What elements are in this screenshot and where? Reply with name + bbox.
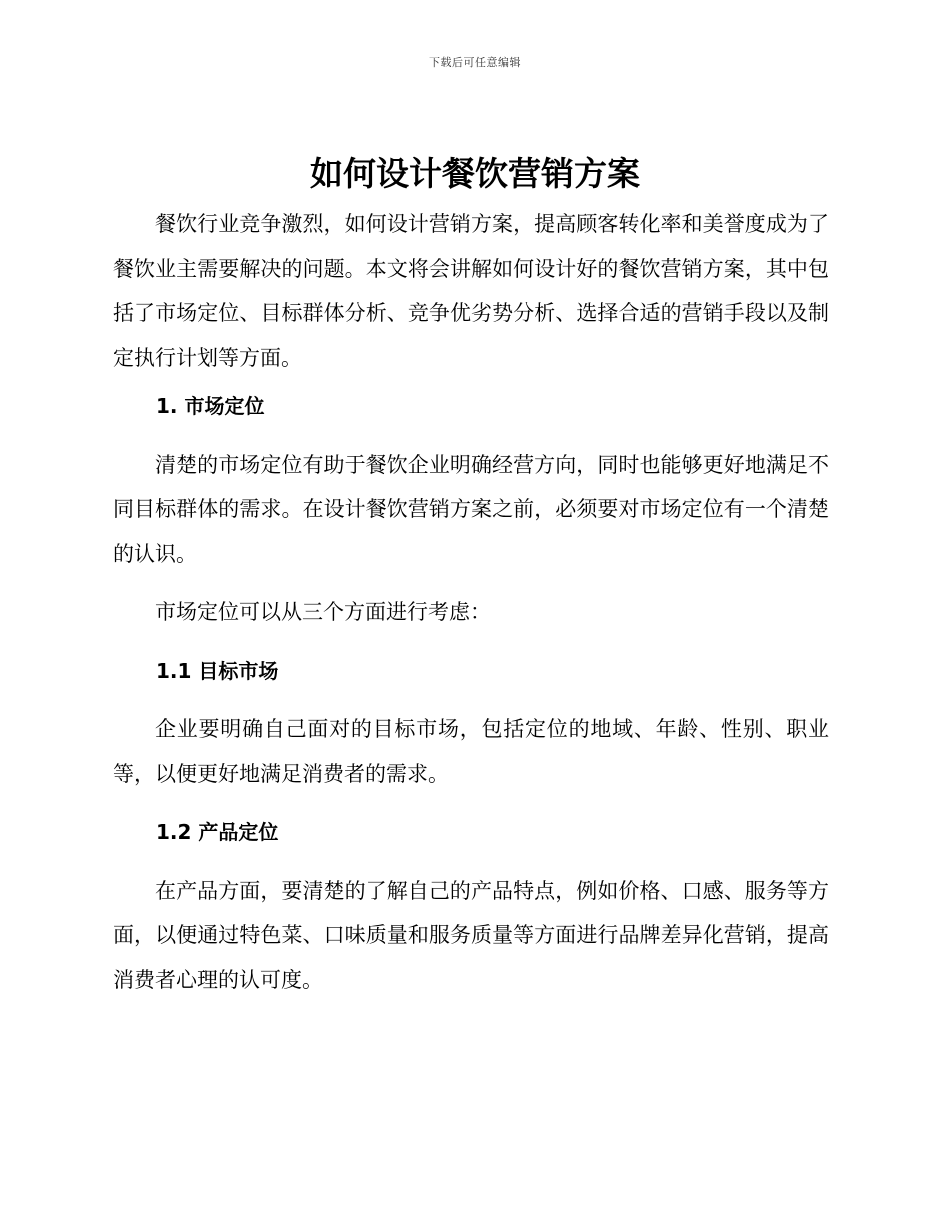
- product-positioning-paragraph: 在产品方面，要清楚的了解自己的产品特点，例如价格、口感、服务等方面，以便通过特色菜、口味质量和服务质量等方面进行品牌差异化营销，提高消费者心理的认可度。: [113, 878, 829, 992]
- intro-paragraph: 餐饮行业竞争激烈，如何设计营销方案，提高顾客转化率和美誉度成为了餐饮业主需要解决的问题。本文将会讲解如何设计好的餐饮营销方案，其中包括了市场定位、目标群体分析、竞争优劣势分析、选择合适的营销手段以及制定执行计划等方面。: [113, 212, 829, 370]
- target-market-paragraph: 企业要明确自己面对的目标市场，包括定位的地域、年龄、性别、职业等，以便更好地满足消费者的需求。: [113, 717, 829, 786]
- section-heading-market-positioning: 1. 市场定位: [156, 394, 265, 418]
- section-heading-target-market: 1.1 目标市场: [156, 658, 279, 683]
- market-positioning-paragraph: 清楚的市场定位有助于餐饮企业明确经营方向，同时也能够更好地满足不同目标群体的需求。在设计餐饮营销方案之前，必须要对市场定位有一个清楚的认识。: [113, 452, 829, 566]
- market-positioning-aspects-paragraph: 市场定位可以从三个方面进行考虑：: [155, 600, 491, 624]
- page-header-note: 下载后可任意编辑: [429, 56, 521, 69]
- document-body: [113, 202, 829, 1002]
- section-heading-product-positioning: 1.2 产品定位: [156, 820, 279, 844]
- document-title: 如何设计餐饮营销方案: [310, 154, 640, 193]
